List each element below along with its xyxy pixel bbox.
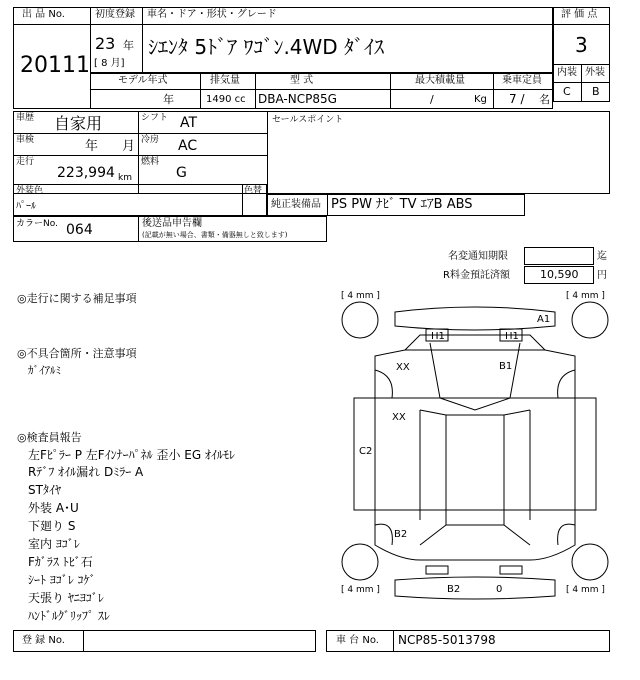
shift-value: AT [180,115,198,131]
inspector-title: ◎検査員報告 [17,431,82,444]
mileage-label: 走行 [16,157,35,167]
tire-depth-rr: [ 4 mm ] [566,585,605,595]
inspector-line: 左Fﾋﾟﾗｰ P 左Fｲﾝﾅｰﾊﾟﾈﾙ 歪小 EG ｵｲﾙﾓﾚ [28,448,235,462]
mileage-unit: km [118,173,132,183]
lot-number: 20111 [20,53,90,78]
recycle-label: R料金預託済額 [443,270,510,281]
sales-point-label: セールスポイント [272,115,344,125]
damage-mark-b2-side: B2 [394,529,408,540]
inspector-line: 天張り ﾔﾆﾖｺﾞﾚ [28,591,104,605]
damage-mark-h1-left: H1 [431,331,445,342]
capacity-label: 乗車定員 [502,75,542,86]
exterior-grade-label: 外装 [585,67,605,78]
damage-mark-a1: A1 [537,314,551,325]
inspector-line: 下廻り S [28,519,76,533]
max-load-label: 最大積載量 [415,75,465,86]
color-no-value: 064 [66,222,93,238]
color-change-label: 色替 [244,186,263,196]
name-change-unit: 迄 [597,251,607,262]
defects-title: ◎不具合箇所・注意事項 [17,347,137,360]
exterior-grade: B [592,85,600,98]
type-value: DBA-NCP85G [258,92,337,106]
inspector-line: ｼｰﾄ ﾖｺﾞﾚ ｺｹﾞ [28,573,96,587]
registration-year-unit: 年 [123,39,134,52]
tail-lamp-right [500,566,522,574]
tire-front-left [342,302,378,338]
score-value: 3 [575,33,588,57]
docs-note: (記載が無い場合、書類・備器無しと致します) [142,231,288,239]
rear-bumper [395,577,555,599]
inspector-line: 室内 ﾖｺﾞﾚ [28,537,80,551]
inspection-month-unit: 月 [122,139,136,154]
mileage-value: 223,994 [57,165,115,181]
inspector-line: Fｶﾞﾗｽ ﾄﾋﾞ石 [28,555,93,569]
name-change-box [524,247,594,265]
max-load-unit: Kg [474,94,487,105]
displacement-label: 排気量 [210,75,240,86]
capacity-value: 7 / [509,92,525,106]
inspector-line: Rﾃﾞﾌ ｵｲﾙ漏れ Dﾐﾗｰ A [28,465,144,479]
registration-year: 23 [95,34,116,53]
capacity-unit: 名 [539,93,550,106]
tire-front-right [572,302,608,338]
history-value: 自家用 [54,114,103,133]
registration-month: [ 8 月] [94,58,125,69]
displacement-value: 1490 cc [206,94,246,105]
history-label: 車歴 [16,113,35,123]
registration-no-label: 登 録 No. [22,635,65,646]
model-year-unit: 年 [163,93,174,106]
inspector-line: ﾊﾝﾄﾞﾙｸﾞﾘｯﾌﾟ ｽﾚ [28,609,110,623]
front-body [375,350,575,398]
tire-rear-right [572,544,608,580]
equipment-value: PS PW ﾅﾋﾞ TV ｴｱB ABS [331,197,473,212]
score-label: 評 価 点 [561,9,598,20]
car-name: ｼｴﾝﾀ 5ﾄﾞｱ ﾜｺﾞﾝ.4WD ﾀﾞｲｽ [148,35,385,59]
tire-depth-rl: [ 4 mm ] [341,585,380,595]
color-no-label: カラーNo. [16,219,58,229]
name-change-label: 名変通知期限 [448,251,508,262]
defect-item: ｶﾞｲｱﾙﾐ [28,364,61,377]
inspector-line: 外装 A･U [28,501,79,515]
driving-notes-title: ◎走行に関する補足事項 [17,292,137,305]
docs-label: 後送品申告欄 [142,218,202,229]
max-load-slash: / [430,93,434,106]
fuel-label: 燃料 [141,157,160,167]
damage-mark-zero: 0 [496,584,503,595]
tail-lamp-left [426,566,448,574]
color-value: ﾊﾟｰﾙ [16,201,36,212]
tire-depth-fr: [ 4 mm ] [566,291,605,301]
damage-mark-b2-rear: B2 [447,584,461,595]
tire-depth-fl: [ 4 mm ] [341,291,380,301]
type-label: 型 式 [290,75,314,86]
color-label: 外装色 [16,186,44,196]
lot-number-label: 出 品 No. [22,9,65,20]
inspection-year-unit: 年 [85,139,99,154]
recycle-unit: 円 [597,270,607,281]
ac-label: 冷房 [141,135,160,145]
color-block [13,184,267,216]
damage-mark-h1-right: H1 [505,331,519,342]
inspection-label: 車検 [16,135,35,145]
fuel-value: G [176,165,187,181]
front-bumper [395,307,555,330]
damage-mark-c2: C2 [359,446,373,457]
car-name-label: 車名・ドア・形状・グレード [147,9,277,20]
damage-mark-xx-mid: XX [392,412,406,423]
roof [446,415,504,525]
recycle-amount: 10,590 [540,268,579,281]
interior-grade-label: 内装 [557,67,577,78]
ac-value: AC [178,138,198,154]
car-diagram [338,288,614,628]
interior-grade: C [563,85,571,98]
damage-mark-xx-top: XX [396,362,410,373]
equipment-label: 純正装備品 [271,199,321,210]
model-year-label: モデル年式 [118,75,168,86]
inspector-line: STﾀｲﾔ [28,483,61,497]
tire-rear-left [342,544,378,580]
damage-mark-b1: B1 [499,361,513,372]
chassis-no-label: 車 台 No. [336,635,379,646]
chassis-no-value: NCP85-5013798 [398,633,496,647]
first-registration-label: 初度登録 [95,9,135,20]
shift-label: シフト [141,113,169,123]
